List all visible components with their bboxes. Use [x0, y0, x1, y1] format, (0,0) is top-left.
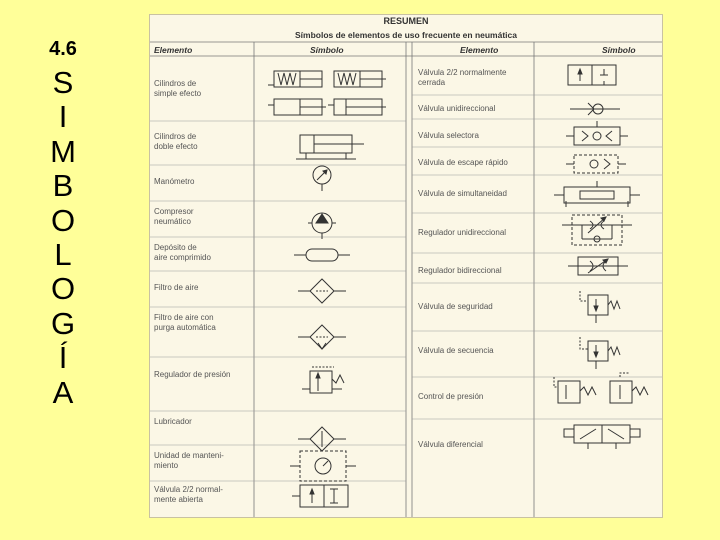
element-label: Regulador bidireccional [418, 266, 502, 275]
pressure-gauge-symbol [313, 166, 331, 191]
sheet-title: RESUMEN [383, 16, 429, 26]
element-label: Manómetro [154, 177, 195, 186]
two-pressure-valve-symbol [554, 181, 640, 207]
quick-exhaust-valve-symbol [566, 155, 626, 173]
title-letter: L [54, 237, 72, 273]
air-filter-symbol [298, 279, 346, 303]
element-label: Compresor neumático [154, 207, 194, 226]
header-elemento-right: Elemento [460, 45, 499, 55]
title-letter: I [58, 99, 68, 135]
element-label: Válvula diferencial [418, 440, 483, 449]
double-acting-cylinder-symbol [296, 135, 364, 159]
element-label: Válvula de secuencia [418, 346, 494, 355]
filter-auto-drain-symbol [298, 325, 346, 349]
title-letter: A [52, 374, 74, 410]
title-letter: B [52, 168, 74, 204]
header-elemento-left: Elemento [154, 45, 193, 55]
element-label: Válvula 2/2 normalmente cerrada [418, 68, 507, 87]
title-letter: O [50, 202, 76, 238]
title-letter: S [52, 65, 74, 100]
element-label: Cilindros de doble efecto [154, 132, 198, 151]
title-letter: O [50, 271, 76, 307]
element-label: Depósito de aire comprimido [154, 243, 211, 262]
element-label: Válvula selectora [418, 131, 479, 140]
element-label: Válvula de seguridad [418, 302, 493, 311]
shuttle-valve-symbol [566, 121, 628, 145]
element-label: Lubricador [154, 417, 192, 426]
title-letter: Í [58, 340, 68, 376]
title-letter: M [50, 133, 76, 169]
lubricator-symbol [298, 427, 346, 451]
safety-valve-symbol [580, 291, 620, 323]
element-label: Válvula de escape rápido [418, 158, 508, 167]
element-label: Filtro de aire [154, 283, 199, 292]
section-number: 4.6 [49, 38, 77, 60]
vertical-title [28, 66, 98, 410]
valve-2-2-closed-symbol [568, 65, 616, 85]
element-label: Regulador unidireccional [418, 228, 507, 237]
header-simbolo-left: Símbolo [310, 45, 344, 55]
element-label: Válvula de simultaneidad [418, 189, 507, 198]
title-letter: G [50, 305, 76, 341]
valve-2-2-open-symbol [292, 485, 348, 507]
single-acting-cylinders-symbol [268, 71, 386, 115]
sheet-subtitle: Símbolos de elementos de uso frecuente en neumática [294, 30, 517, 40]
header-simbolo-right: Símbolo [602, 45, 636, 55]
differential-valve-symbol [564, 425, 640, 449]
sequence-valve-symbol [580, 337, 620, 369]
element-label: Filtro de aire con purga automática [154, 313, 216, 332]
element-label: Regulador de presión [154, 370, 231, 379]
sheet-graphics [150, 15, 662, 517]
pressure-regulator-symbol [302, 367, 344, 393]
element-label: Control de presión [418, 392, 484, 401]
pressure-control-symbol [554, 373, 648, 403]
symbol-sheet [149, 14, 663, 518]
compressor-symbol [308, 213, 336, 239]
element-label: Unidad de manteni- miento [154, 451, 224, 470]
flow-control-valve-symbol [568, 257, 628, 275]
element-label: Cilindros de simple efecto [154, 79, 202, 98]
element-label: Válvula unidireccional [418, 104, 496, 113]
air-reservoir-symbol [294, 249, 350, 261]
element-label: Válvula 2/2 normal- mente abierta [154, 485, 223, 504]
check-valve-symbol [570, 103, 620, 115]
one-way-flow-control-symbol [562, 215, 632, 245]
maintenance-unit-symbol [290, 451, 356, 481]
